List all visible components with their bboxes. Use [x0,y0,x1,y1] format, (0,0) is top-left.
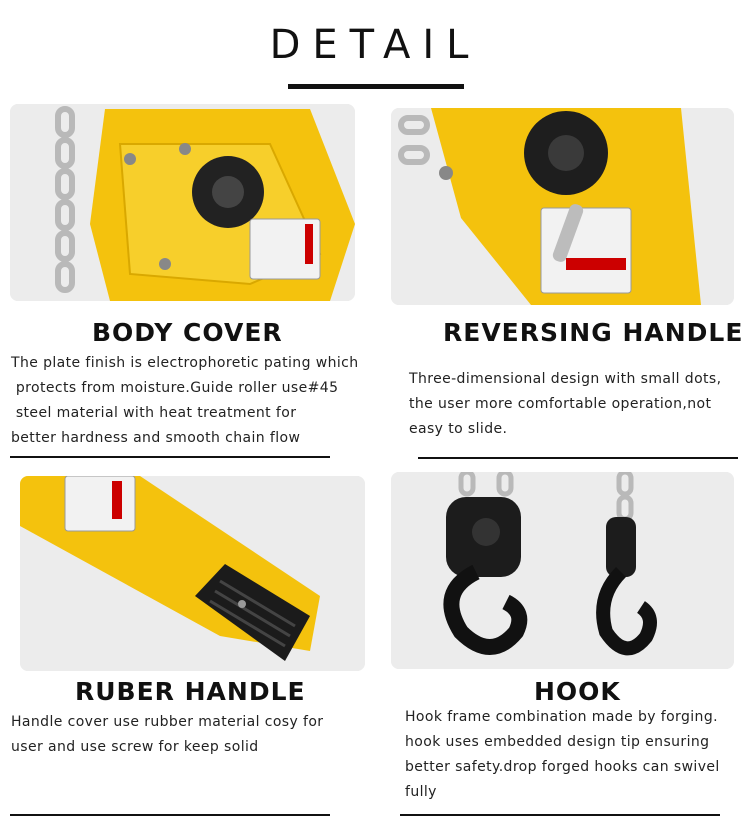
section-heading-ruber-handle: RUBER HANDLE [75,677,306,706]
section-heading-hook: HOOK [534,677,621,706]
body-cover-photo [10,104,355,301]
section-text-ruber-handle: Handle cover use rubber material cosy for user and use screw for keep solid [11,714,324,755]
reversing-handle-photo [391,108,734,305]
section-text-hook: Hook frame combination made by forging. hook uses embedded design tip ensuring better safety.drop forged hooks can swivel fully [405,709,720,800]
section-heading-reversing-handle: REVERSING HANDLE [443,318,744,347]
section-text-reversing-handle: Three-dimensional design with small dots, the user more comfortable operation,not easy to slide. [409,371,722,437]
divider-hook [400,814,720,816]
divider-body-cover [10,456,330,458]
title-underline [288,84,464,89]
page-title: DETAIL [269,22,481,68]
section-heading-body-cover: BODY COVER [92,318,283,347]
rubber-handle-photo [20,476,365,671]
divider-reversing-handle [418,457,738,459]
divider-ruber-handle [10,814,330,816]
hook-photo [391,472,734,669]
section-text-body-cover: The plate finish is electrophoretic pating which protects from moisture.Guide roller use#45 steel material with heat treatment for better hardness and smooth chain flow [11,355,359,446]
